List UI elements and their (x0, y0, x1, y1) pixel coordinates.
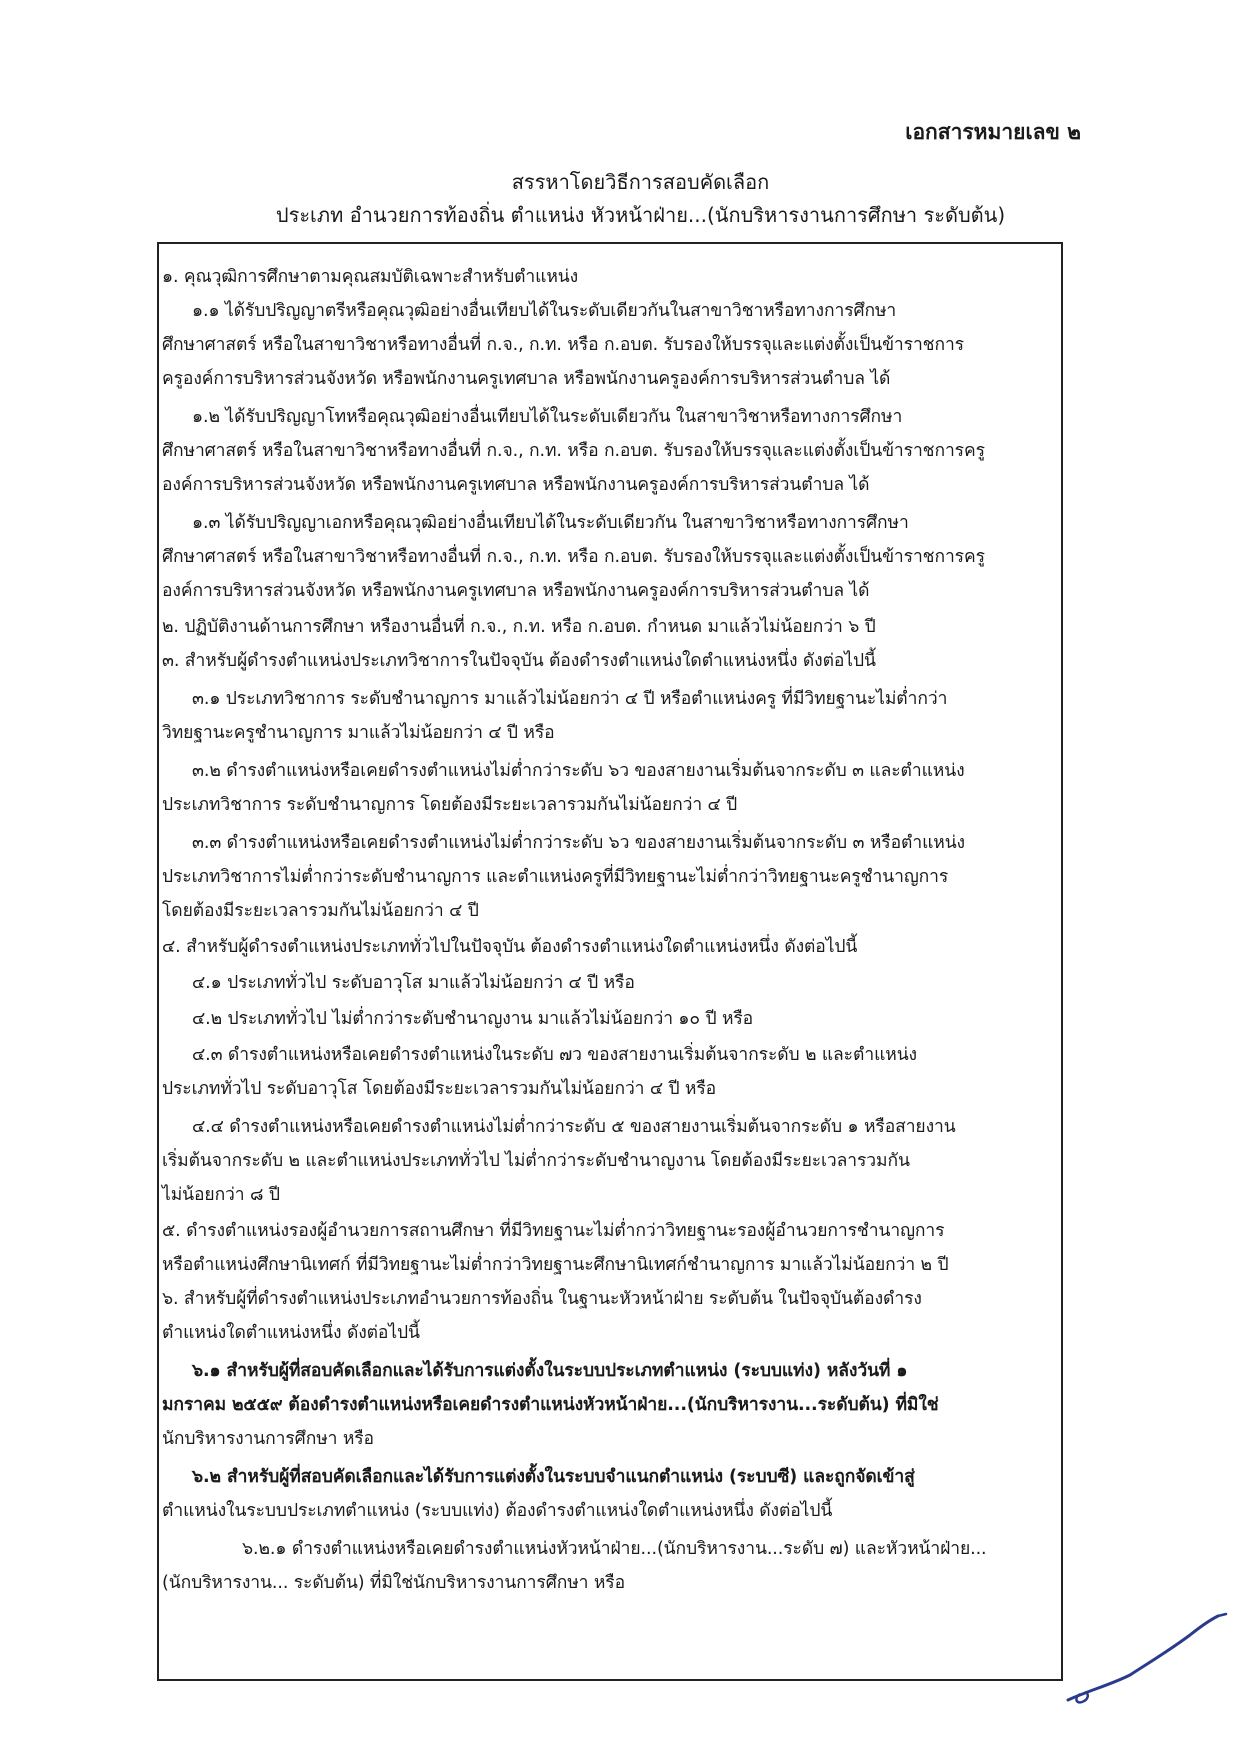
text-line: ๓.๒ ดำรงตำแหน่งหรือเคยดำรงตำแหน่งไม่ต่ำกว่าระดับ ๖ว ของสายงานเริ่มต้นจากระดับ ๓ และตำแหน่ง (192, 761, 965, 781)
text-line: ๒. ปฏิบัติงานด้านการศึกษา หรืองานอื่นที่ ก.จ., ก.ท. หรือ ก.อบต. กำหนด มาแล้วไม่น้อยกว่า ๖ ปี (162, 617, 876, 637)
text-line: ตำแหน่งใดตำแหน่งหนึ่ง ดังต่อไปนี้ (162, 1323, 420, 1343)
text-line: ๔. สำหรับผู้ดำรงตำแหน่งประเภททั่วไปในปัจจุบัน ต้องดำรงตำแหน่งใดตำแหน่งหนึ่ง ดังต่อไปนี้ (162, 937, 858, 957)
text-line: ๔.๒ ประเภททั่วไป ไม่ต่ำกว่าระดับชำนาญงาน มาแล้วไม่น้อยกว่า ๑๐ ปี หรือ (192, 1009, 754, 1029)
text-line: องค์การบริหารส่วนจังหวัด หรือพนักงานครูเทศบาล หรือพนักงานครูองค์การบริหารส่วนตำบล ได้ (162, 475, 870, 495)
document-subtitle: ประเภท อำนวยการท้องถิ่น ตำแหน่ง หัวหน้าฝ่าย...(นักบริหารงานการศึกษา ระดับต้น) (275, 203, 1006, 227)
text-line: ศึกษาศาสตร์ หรือในสาขาวิชาหรือทางอื่นที่ ก.จ., ก.ท. หรือ ก.อบต. รับรองให้บรรจุและแต่งตั้งเป็นข้าราชการ (162, 335, 964, 355)
text-line: ครูองค์การบริหารส่วนจังหวัด หรือพนักงานครูเทศบาล หรือพนักงานครูองค์การบริหารส่วนตำบล ได้ (162, 369, 891, 389)
signature-mark (1060, 1590, 1230, 1710)
text-line: ๖.๒.๑ ดำรงตำแหน่งหรือเคยดำรงตำแหน่งหัวหน้าฝ่าย...(นักบริหารงาน...ระดับ ๗) และหัวหน้าฝ่าย... (242, 1539, 987, 1559)
document-number: เอกสารหมายเลข ๒ (905, 120, 1081, 144)
text-line: ประเภทวิชาการไม่ต่ำกว่าระดับชำนาญการ และตำแหน่งครูที่มีวิทยฐานะไม่ต่ำกว่าวิทยฐานะครูชำนาญการ (162, 867, 949, 887)
text-line: ตำแหน่งในระบบประเภทตำแหน่ง (ระบบแท่ง) ต้องดำรงตำแหน่งใดตำแหน่งหนึ่ง ดังต่อไปนี้ (162, 1501, 833, 1521)
text-line: ศึกษาศาสตร์ หรือในสาขาวิชาหรือทางอื่นที่ ก.จ., ก.ท. หรือ ก.อบต. รับรองให้บรรจุและแต่งตั้งเป็นข้าราชการครู (162, 547, 985, 567)
text-line: ไม่น้อยกว่า ๘ ปี (162, 1185, 280, 1205)
text-line: วิทยฐานะครูชำนาญการ มาแล้วไม่น้อยกว่า ๔ ปี หรือ (162, 723, 555, 743)
text-line: ๑.๑ ได้รับปริญญาตรีหรือคุณวุฒิอย่างอื่นเทียบได้ในระดับเดียวกันในสาขาวิชาหรือทางการศึกษา (192, 301, 897, 321)
text-line: หรือตำแหน่งศึกษานิเทศก์ ที่มีวิทยฐานะไม่ต่ำกว่าวิทยฐานะศึกษานิเทศก์ชำนาญการ มาแล้วไม่น้อยกว่า ๒ ปี (162, 1255, 949, 1275)
text-line: ประเภททั่วไป ระดับอาวุโส โดยต้องมีระยะเวลารวมกันไม่น้อยกว่า ๔ ปี หรือ (162, 1079, 717, 1099)
text-line: ๓.๓ ดำรงตำแหน่งหรือเคยดำรงตำแหน่งไม่ต่ำกว่าระดับ ๖ว ของสายงานเริ่มต้นจากระดับ ๓ หรือตำแหน่ง (192, 833, 966, 853)
text-line: ๖. สำหรับผู้ที่ดำรงตำแหน่งประเภทอำนวยการท้องถิ่น ในฐานะหัวหน้าฝ่าย ระดับต้น ในปัจจุบันต้องดำรง (162, 1289, 922, 1309)
text-line: นักบริหารงานการศึกษา หรือ (162, 1429, 374, 1449)
text-line: มกราคม ๒๕๕๙ ต้องดำรงตำแหน่งหรือเคยดำรงตำแหน่งหัวหน้าฝ่าย...(นักบริหารงาน...ระดับต้น) ที่มิใช่ (162, 1395, 939, 1415)
text-line: (นักบริหารงาน... ระดับต้น) ที่มิใช่นักบริหารงานการศึกษา หรือ (162, 1573, 625, 1593)
text-line: ประเภทวิชาการ ระดับชำนาญการ โดยต้องมีระยะเวลารวมกันไม่น้อยกว่า ๔ ปี (162, 795, 738, 815)
text-line: ๑.๒ ได้รับปริญญาโทหรือคุณวุฒิอย่างอื่นเทียบได้ในระดับเดียวกัน ในสาขาวิชาหรือทางการศึกษา (192, 407, 903, 427)
text-line: ๔.๓ ดำรงตำแหน่งหรือเคยดำรงตำแหน่งในระดับ ๗ว ของสายงานเริ่มต้นจากระดับ ๒ และตำแหน่ง (192, 1045, 917, 1065)
text-line: โดยต้องมีระยะเวลารวมกันไม่น้อยกว่า ๔ ปี (162, 901, 479, 921)
document-title: สรรหาโดยวิธีการสอบคัดเลือก (511, 170, 770, 194)
text-line: เริ่มต้นจากระดับ ๒ และตำแหน่งประเภททั่วไป ไม่ต่ำกว่าระดับชำนาญงาน โดยต้องมีระยะเวลารวมกัน (162, 1151, 910, 1171)
text-line: ๔.๔ ดำรงตำแหน่งหรือเคยดำรงตำแหน่งไม่ต่ำกว่าระดับ ๕ ของสายงานเริ่มต้นจากระดับ ๑ หรือสายงาน (192, 1117, 956, 1137)
text-line: ๕. ดำรงตำแหน่งรองผู้อำนวยการสถานศึกษา ที่มีวิทยฐานะไม่ต่ำกว่าวิทยฐานะรองผู้อำนวยการชำนาญการ (162, 1221, 945, 1241)
text-line: ๓. สำหรับผู้ดำรงตำแหน่งประเภทวิชาการในปัจจุบัน ต้องดำรงตำแหน่งใดตำแหน่งหนึ่ง ดังต่อไปนี้ (162, 651, 876, 671)
text-line: ๑.๓ ได้รับปริญญาเอกหรือคุณวุฒิอย่างอื่นเทียบได้ในระดับเดียวกัน ในสาขาวิชาหรือทางการศึกษา (192, 513, 909, 533)
text-line: ๖.๒ สำหรับผู้ที่สอบคัดเลือกและได้รับการแต่งตั้งในระบบจำแนกตำแหน่ง (ระบบซี) และถูกจัดเข้าสู่ (192, 1467, 915, 1487)
text-line: ศึกษาศาสตร์ หรือในสาขาวิชาหรือทางอื่นที่ ก.จ., ก.ท. หรือ ก.อบต. รับรองให้บรรจุและแต่งตั้งเป็นข้าราชการครู (162, 441, 985, 461)
text-line: ๓.๑ ประเภทวิชาการ ระดับชำนาญการ มาแล้วไม่น้อยกว่า ๔ ปี หรือตำแหน่งครู ที่มีวิทยฐานะไม่ต่ำกว่า (192, 689, 948, 709)
text-line: องค์การบริหารส่วนจังหวัด หรือพนักงานครูเทศบาล หรือพนักงานครูองค์การบริหารส่วนตำบล ได้ (162, 581, 870, 601)
text-line: ๑. คุณวุฒิการศึกษาตามคุณสมบัติเฉพาะสำหรับตำแหน่ง (162, 267, 579, 287)
text-line: ๔.๑ ประเภททั่วไป ระดับอาวุโส มาแล้วไม่น้อยกว่า ๔ ปี หรือ (192, 973, 635, 993)
text-line: ๖.๑ สำหรับผู้ที่สอบคัดเลือกและได้รับการแต่งตั้งในระบบประเภทตำแหน่ง (ระบบแท่ง) หลังวันที่ ๑ (192, 1361, 908, 1381)
